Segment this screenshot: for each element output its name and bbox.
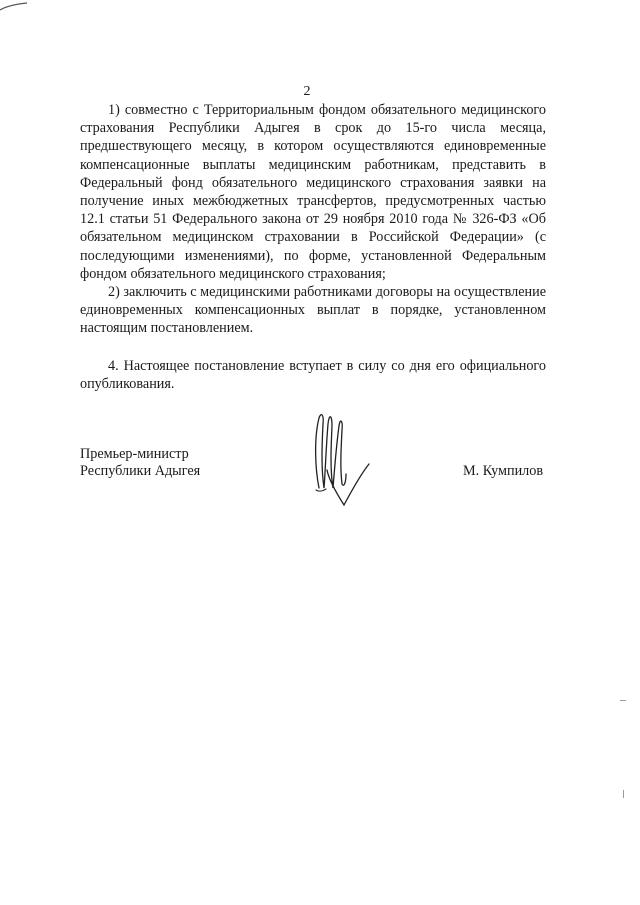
handwritten-signature: [305, 408, 375, 508]
scan-speck: [620, 700, 626, 701]
signatory-title-line-1: Премьер-министр: [80, 446, 189, 462]
page-number: 2: [303, 84, 311, 99]
signatory-title: [80, 446, 200, 480]
paragraph-2: 2) заключить с медицинскими работниками договоры на осуществление единовременных компенсационных выплат в порядке, установленном настоящим постановлением.: [80, 284, 546, 337]
signatory-title-line-2: Республики Адыгея: [80, 463, 201, 479]
scan-speck: [623, 790, 624, 798]
signer-name: М. Кумпилов: [463, 463, 544, 479]
paragraph-3: 4. Настоящее постановление вступает в силу со дня его официального опубликования.: [80, 357, 546, 392]
paragraph-1: 1) совместно с Территориальным фондом обязательного медицинского страхования Республики Адыгея в срок до 15-го числа месяца, предшествующего месяцу, в котором осуществляются единовременные компенсационные выплаты медицинским работникам, представить в Федеральный фонд обязательного медицинского страхования заявки на получение иных межбюджетных трансфертов, предусмотренных частью 12.1 статьи 51 Федерального закона от 29 ноября 2010 года № 326-ФЗ «Об обязательном медицинском страховании в Российской Федерации» (с последующими изменениями), по форме, установленной Федеральным фондом обязательного медицинского страхования;: [80, 102, 546, 282]
scan-corner-mark: [0, 2, 28, 12]
document-body: [80, 101, 546, 393]
